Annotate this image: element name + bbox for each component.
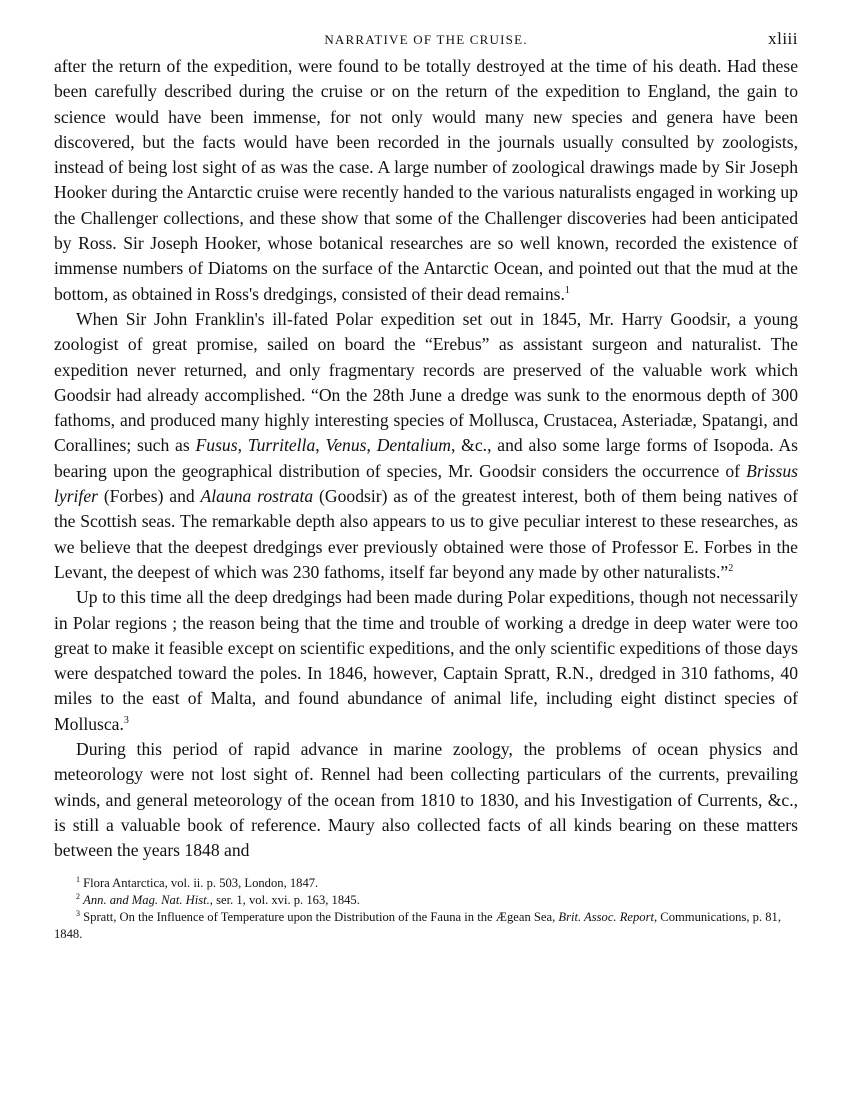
footnote-marker: 2	[728, 563, 734, 575]
italic-text: Turritella	[247, 435, 316, 456]
page-header	[54, 28, 798, 54]
text-run: Up to this time all the deep dredgings had been made during Polar expeditions, though not necessarily in Polar regions ; the reason being that the time and trouble of working a dredge in deep water were too great to make it feasible except on scientific expeditions, and the only scientific expeditions of those days were despatched toward the poles. In 1846, however, Captain Spratt, R.N., dredged in 310 fathoms, 40 miles to the east of Malta, and found abundance of animal life, including eight distinct species of Mollusca.	[54, 587, 798, 734]
paragraph	[54, 54, 798, 307]
text-run: ,	[315, 435, 326, 456]
text-run: , &c., and also some large forms of Isopoda. As bearing upon the geographical distribution of species, Mr. Goodsir considers the occurrence of	[54, 435, 799, 481]
paragraph	[54, 737, 798, 863]
text-run: , Communications, p. 81, 1848.	[54, 910, 781, 942]
footnotes	[54, 875, 798, 944]
page-number: xliii	[768, 29, 798, 48]
text-run: (Forbes) and	[97, 486, 201, 507]
paragraph	[54, 585, 798, 737]
text-run: Flora Antarctica, vol. ii. p. 503, London, 1847.	[80, 875, 319, 890]
italic-text: Brit. Assoc. Report	[558, 910, 654, 925]
footnote-marker: 1	[76, 874, 80, 884]
text-run: ,	[237, 435, 248, 456]
italic-text: Fusus	[195, 435, 238, 456]
italic-text: Alauna rostrata	[200, 486, 314, 507]
text-run: ,	[366, 435, 377, 456]
footnote	[54, 909, 798, 944]
text-run: (Goodsir) as of the greatest interest, both of them being natives of the Scottish seas. The remarkable depth also appears to us to give peculiar interest to these researches, as we believe that the deepest dredgings ever previously obtained were those of Professor E. Forbes in the Levant, the deepest of which was 230 fathoms, itself far beyond any made by other naturalists.”	[54, 486, 798, 582]
italic-text: Dentalium	[376, 435, 451, 456]
footnote-marker: 3	[123, 714, 129, 726]
italic-text: Brissus lyrifer	[54, 460, 798, 507]
italic-text: Ann. and Mag. Nat. Hist.	[83, 892, 210, 907]
footnote-marker: 3	[76, 908, 80, 918]
body-text	[54, 54, 798, 864]
text-run: During this period of rapid advance in marine zoology, the problems of ocean physics and meteorology were not lost sight of. Rennel had been collecting particulars of the currents, prevailing winds, and general meteorology of the ocean from 1810 to 1830, and his Investigation of Currents, &c., is still a valuable book of reference. Maury also collected facts of all kinds bearing on these matters between the years 1848 and	[54, 739, 798, 861]
book-page	[54, 28, 798, 944]
text-run: When Sir John Franklin's ill-fated Polar expedition set out in 1845, Mr. Harry Goodsir, a young zoologist of great promise, sailed on board the “Erebus” as assistant surgeon and naturalist. The expedition never returned, and only fragmentary records are preserved of the valuable work which Goodsir had already accomplished. “On the 28th June a dredge was sunk to the enormous depth of 300 fathoms, and produced many highly interesting species of Mollusca, Crustacea, Asteriadæ, Spatangi, and Corallines; such as	[54, 308, 798, 456]
text-run: after the return of the expedition, were found to be totally destroyed at the time of his death. Had these been carefully described during the cruise or on the return of the expedition to England, the gain to science would have been immense, for not only would many new species and genera have been discovered, but the facts would have been recorded in the journals usually consulted by zoologists, instead of being lost sight of as was the case. A large number of zoological drawings made by Sir Joseph Hooker during the Antarctic cruise were recently handed to the various naturalists engaged in working up the Challenger collections, and these show that some of the Challenger discoveries had been anticipated by Ross. Sir Joseph Hooker, whose botanical researches are so well known, recorded the existence of immense numbers of Diatoms on the surface of the Antarctic Ocean, and pointed out that the mud at the bottom, as obtained in Ross's dredgings, consisted of their dead remains.	[54, 56, 798, 304]
footnote	[54, 875, 798, 892]
footnote-marker: 2	[76, 891, 80, 901]
paragraph	[54, 307, 798, 585]
footnote	[54, 892, 798, 909]
text-run: , ser. 1, vol. xvi. p. 163, 1845.	[209, 892, 360, 907]
italic-text: Venus	[325, 435, 367, 456]
running-title: NARRATIVE OF THE CRUISE.	[324, 32, 528, 47]
footnote-marker: 1	[564, 284, 570, 296]
text-run: Spratt, On the Influence of Temperature upon the Distribution of the Fauna in the Ægean Sea,	[80, 910, 559, 925]
